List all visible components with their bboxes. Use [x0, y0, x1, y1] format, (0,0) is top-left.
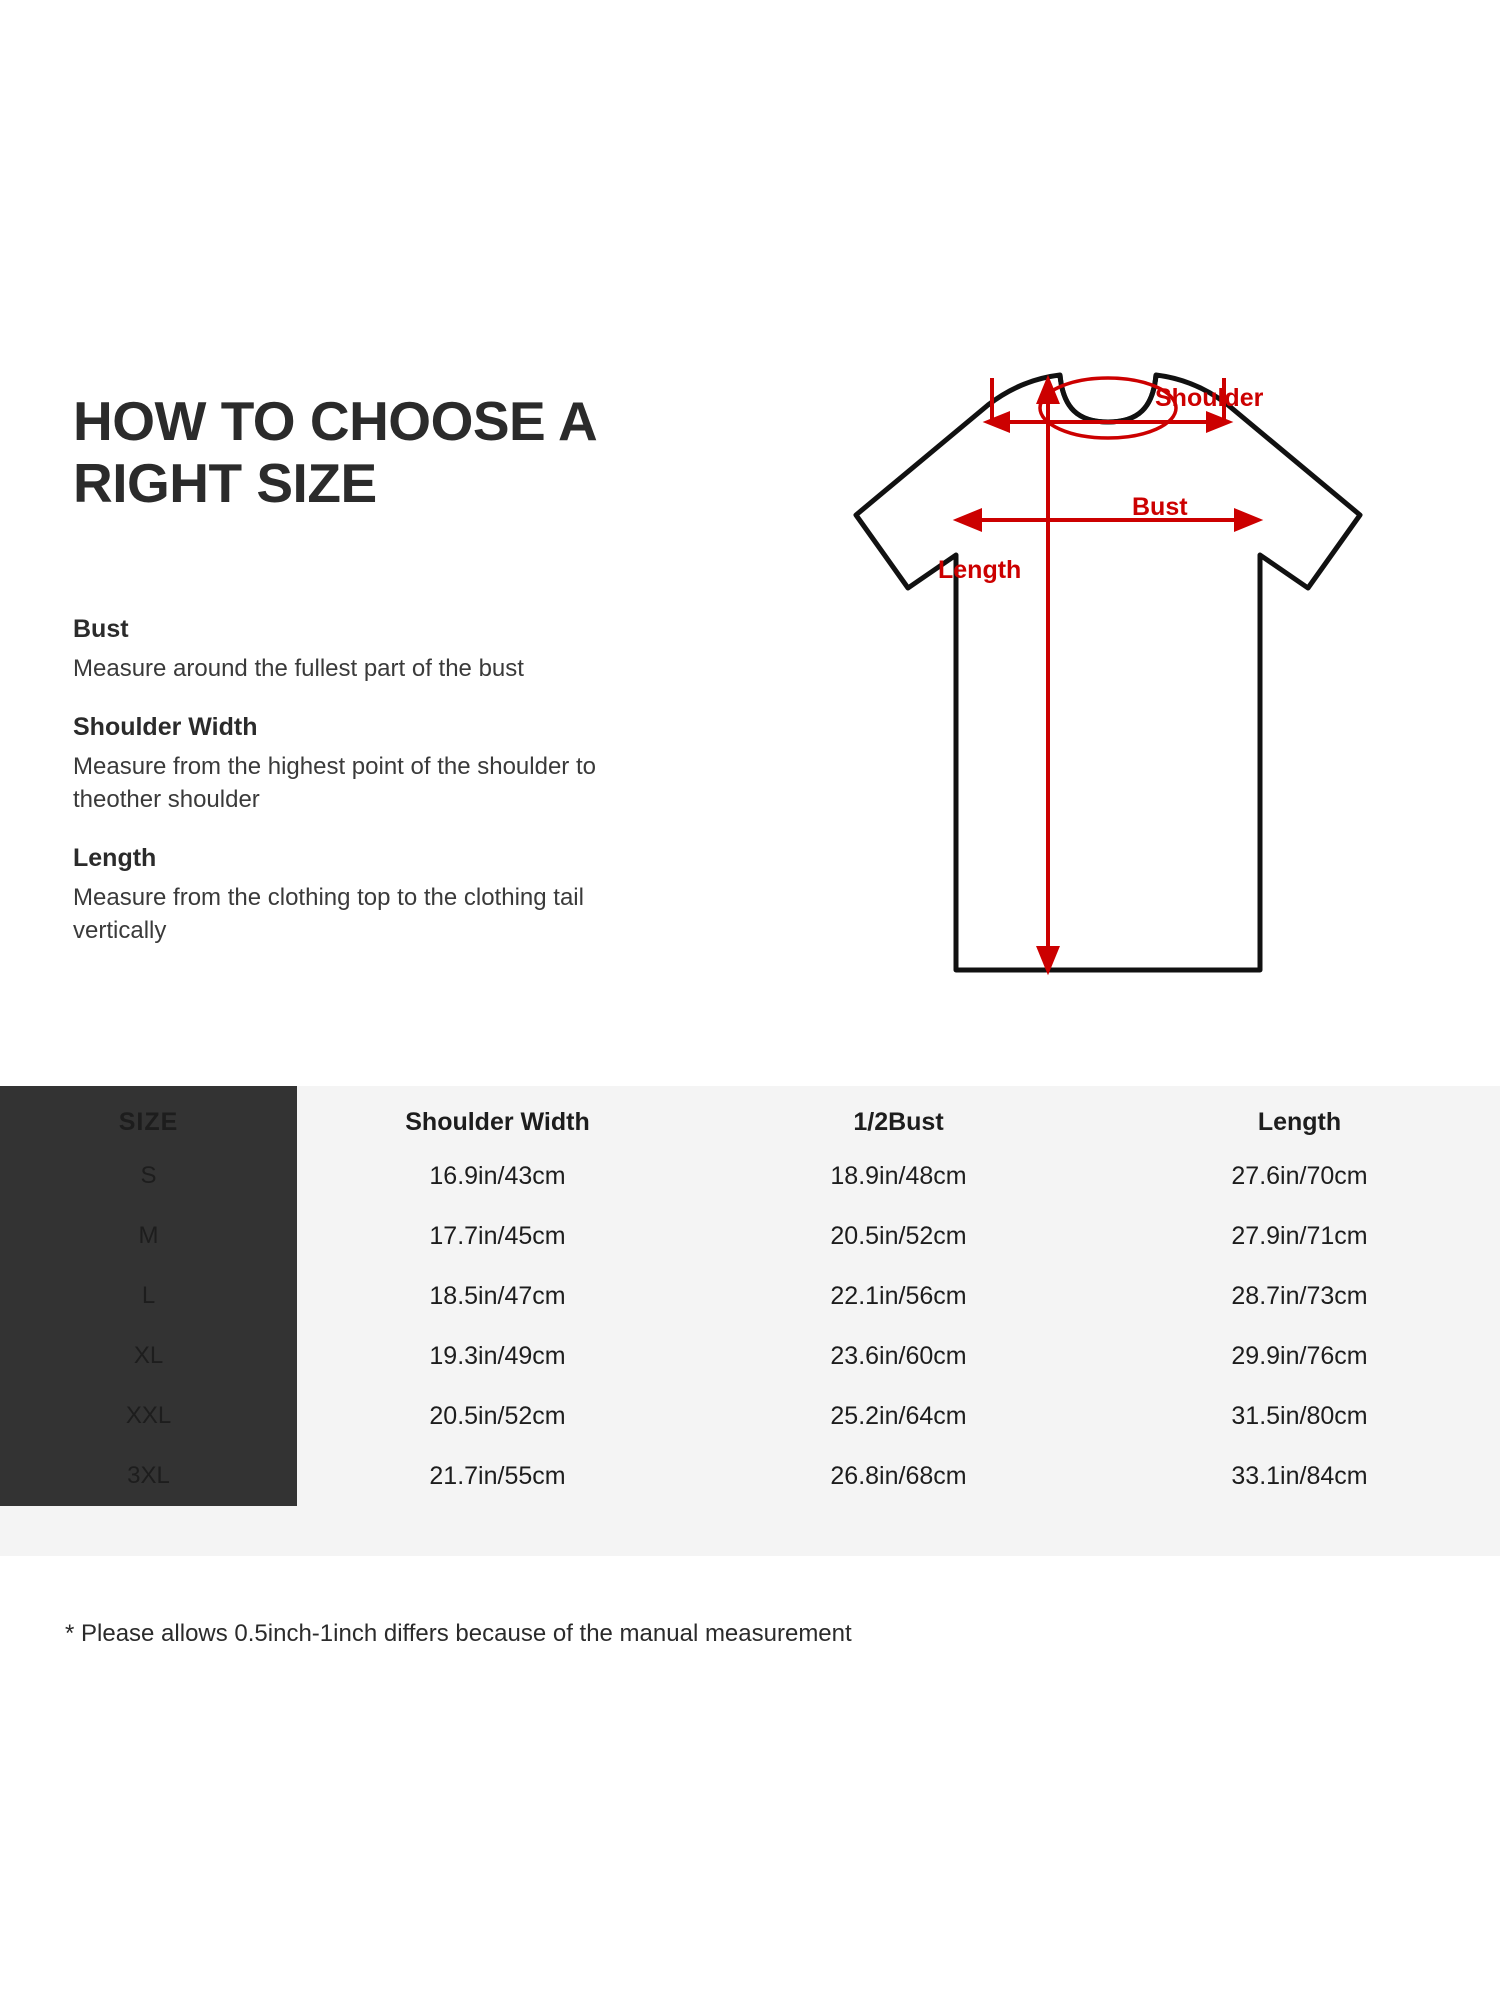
table-cell: 16.9in/43cm — [429, 1161, 566, 1190]
table-cell: 20.5in/52cm — [830, 1221, 967, 1250]
tshirt-svg — [760, 350, 1380, 1050]
table-cell: 21.7in/55cm — [429, 1461, 566, 1490]
definition-description: Measure from the clothing top to the clothing tail vertically — [73, 884, 584, 944]
table-cell: 27.6in/70cm — [1231, 1161, 1368, 1190]
table-cell: 18.5in/47cm — [429, 1281, 566, 1310]
table-row: L — [0, 1266, 297, 1326]
table-row: XL — [0, 1326, 297, 1386]
table-header-length: Length — [1099, 1086, 1500, 1158]
definition-description: Measure around the fullest part of the bust — [73, 655, 524, 682]
table-header-size: SIZE — [0, 1086, 297, 1158]
table-cell: 17.7in/45cm — [429, 1221, 566, 1250]
definition-item — [73, 713, 673, 816]
table-cell: 27.9in/71cm — [1231, 1221, 1368, 1250]
definition-term: Shoulder Width — [73, 713, 258, 741]
table-cell: 29.9in/76cm — [1231, 1341, 1368, 1370]
definition-term: Length — [73, 844, 157, 872]
table-header-half-bust: 1/2Bust — [698, 1086, 1099, 1158]
table-cell: 18.9in/48cm — [830, 1161, 967, 1190]
table-row: XXL — [0, 1386, 297, 1446]
tshirt-measurement-diagram — [760, 350, 1380, 1050]
table-cell: 22.1in/56cm — [830, 1281, 967, 1310]
table-cell: 25.2in/64cm — [830, 1401, 967, 1430]
table-row: S — [0, 1146, 297, 1206]
definition-term: Bust — [73, 615, 129, 643]
definition-description: Measure from the highest point of the shoulder to theother shoulder — [73, 753, 596, 813]
table-cell: 28.7in/73cm — [1231, 1281, 1368, 1310]
table-cell: 31.5in/80cm — [1231, 1401, 1368, 1430]
table-cell: 26.8in/68cm — [830, 1461, 967, 1490]
top-section — [0, 330, 1500, 1090]
table-cell: 23.6in/60cm — [830, 1341, 967, 1370]
definition-item — [73, 615, 673, 685]
shoulder-label: Shoulder — [1155, 384, 1264, 412]
table-cell: 20.5in/52cm — [429, 1401, 566, 1430]
table-header-shoulder-width: Shoulder Width — [297, 1086, 698, 1158]
definitions-list — [73, 615, 673, 975]
size-chart-table — [0, 1086, 1500, 1556]
bust-label: Bust — [1132, 493, 1188, 521]
table-cell: 19.3in/49cm — [429, 1341, 566, 1370]
page-title: HOW TO CHOOSE A RIGHT SIZE — [73, 390, 596, 514]
length-label: Length — [938, 556, 1022, 584]
table-row: M — [0, 1206, 297, 1266]
table-row: 3XL — [0, 1446, 297, 1506]
tshirt-outline — [856, 375, 1360, 970]
definition-item — [73, 844, 673, 947]
measurement-disclaimer: * Please allows 0.5inch-1inch differs because of the manual measurement — [65, 1620, 852, 1647]
table-cell: 33.1in/84cm — [1231, 1461, 1368, 1490]
